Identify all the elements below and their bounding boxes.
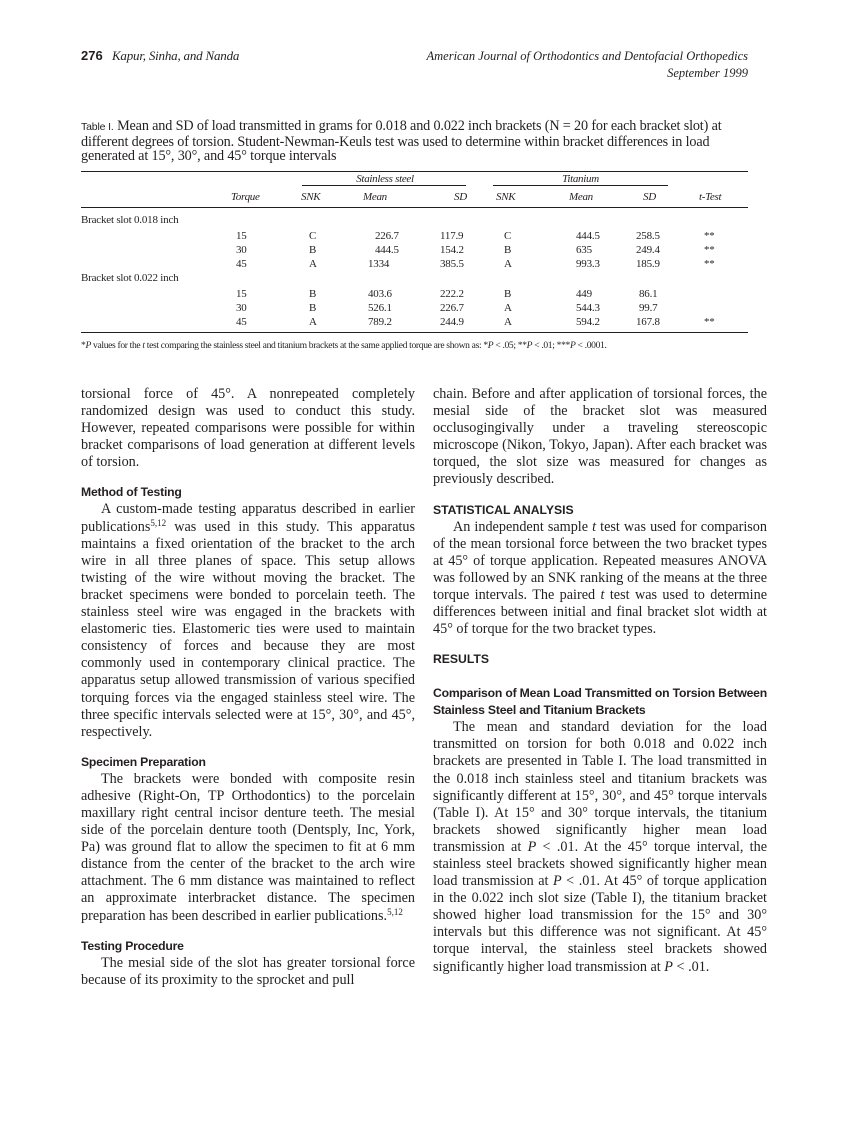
text: < .01. At the 45° torque interval, the stainless steel brackets showed significantly higher mean load transmission at (433, 838, 767, 890)
text: < .01. At 45° of torque application in the 0.022 inch slot size (Table I), the titanium bracket showed higher load transmission for the 15° and 30° intervals but this difference was not significant. At 45° torque interval, the stainless steel brackets showed significantly higher load transmission at (433, 873, 767, 975)
spanner-titanium: Titanium (562, 173, 599, 185)
text: A custom-made testing apparatus described in earlier publications (81, 501, 415, 535)
cell-ti-snk: A (504, 316, 512, 328)
cell-ti-mean: 449 (576, 288, 592, 300)
italic: P (527, 838, 537, 855)
text: The brackets were bonded with composite resin adhesive (Right-On, TP Orthodontics) to the porcelain maxillary right central incisor denture teeth. The mesial side of the porcelain denture tooth (Dentsply, Inc, York, Pa) was ground flat to allow the specimen to fit at 6 mm distance from the center of the bracket to the arch wire attachment. The 6 mm distance was maintained to reflect an approximate interbracket distance. The specimen preparation has been described in earlier publications. (81, 770, 415, 924)
table-caption (81, 119, 748, 164)
paragraph: The mesial side of the slot has greater torsional force because of its proximity to the sprocket and pull (81, 954, 415, 988)
page-number: 276 (81, 48, 103, 63)
cell-ss-sd: 154.2 (440, 244, 464, 256)
table-bottom-rule (81, 332, 748, 333)
fn-text: test comparing the stainless steel and titanium brackets at the same applied torque are shown as: * (144, 340, 488, 351)
cell-ti-snk: A (504, 302, 512, 314)
text: < .01. (672, 958, 710, 975)
cell-ss-snk: A (309, 316, 317, 328)
cell-ss-mean: 1334 (368, 258, 390, 270)
cell-t-test: ** (704, 316, 715, 328)
fn-text: * (81, 340, 86, 351)
cell-ss-sd: 244.9 (440, 316, 464, 328)
cell-ti-sd: 185.9 (636, 258, 660, 270)
author-names: Kapur, Sinha, and Nanda (111, 48, 240, 63)
cell-torque: 45 (236, 316, 247, 328)
cell-ss-snk: C (309, 230, 317, 242)
table-header-rule (81, 207, 748, 208)
cell-ti-sd: 99.7 (639, 302, 658, 314)
header-ss-sd: SD (454, 191, 467, 203)
header-ti-sd: SD (643, 191, 656, 203)
heading-comparison: Comparison of Mean Load Transmitted on Torsion Between Stainless Steel and Titanium Brackets (433, 686, 767, 718)
fn-text: < .01; *** (532, 340, 570, 351)
header-ti-mean: Mean (569, 191, 593, 203)
heading-specimen-preparation: Specimen Preparation (81, 754, 206, 769)
spanner-stainless-steel: Stainless steel (356, 173, 414, 185)
fn-text: < .0001. (575, 340, 607, 351)
paragraph (81, 771, 415, 925)
cell-ti-mean: 635 (576, 244, 592, 256)
cell-ti-sd: 167.8 (636, 316, 660, 328)
right-column (433, 386, 767, 976)
header-t-test: t-Test (699, 191, 722, 203)
cell-ss-sd: 117.9 (440, 230, 464, 242)
cell-ti-snk: A (504, 258, 512, 270)
heading-method-of-testing: Method of Testing (81, 485, 182, 500)
cell-ss-sd: 385.5 (440, 258, 464, 270)
header-ss-snk: SNK (301, 191, 321, 203)
paragraph (81, 501, 415, 740)
cell-t-test: ** (704, 230, 715, 242)
group-label-0018: Bracket slot 0.018 inch (81, 214, 179, 226)
cell-ss-snk: B (309, 288, 317, 300)
journal-name: American Journal of Orthodontics and Dentofacial Orthopedics (426, 49, 748, 63)
cell-ti-sd: 258.5 (636, 230, 660, 242)
fn-text: < .05; ** (493, 340, 527, 351)
table-footnote (81, 340, 607, 351)
italic: P (664, 958, 673, 975)
cell-t-test: ** (704, 258, 715, 270)
cell-ss-mean: 789.2 (368, 316, 392, 328)
italic: P (552, 873, 562, 890)
text: was used in this study. This apparatus maintains a fixed orientation of the bracket to the arch wire in all three planes of space. This setup allows twisting of the wire without moving the bracket. The bracket specimens were bonded to porcelain teeth. The stainless steel wire was engaged in the brackets with elastomeric ties. Elastomeric ties were used to maintain consistency of forces and because they are most commonly used in contemporary clinical practice. The apparatus setup allowed transmission of various specified torquing forces via the engaged stainless steel wire. The three specific intervals selected were at 15°, 30°, and 45°, respectively. (81, 518, 415, 740)
cell-ss-snk: B (309, 302, 317, 314)
cell-ti-mean: 993.3 (576, 258, 600, 270)
header-ss-mean: Mean (363, 191, 387, 203)
cell-ss-sd: 226.7 (440, 302, 464, 314)
fn-text: values for the (90, 340, 143, 351)
fn-italic: P (569, 340, 576, 351)
cell-ss-mean: 526.1 (368, 302, 392, 314)
table-label: Table I. (81, 121, 114, 133)
table-caption-text: Mean and SD of load transmitted in grams for 0.018 and 0.022 inch brackets (N = 20 for each bracket slot) at different degrees of torsion. Student-Newman-Keuls test was used to determine within bracket differences in load generated at 15°, 30°, and 45° torque intervals (81, 118, 722, 164)
cell-ss-mean: 444.5 (375, 244, 399, 256)
table-top-rule (81, 171, 748, 172)
cell-torque: 15 (236, 288, 247, 300)
header-ti-snk: SNK (496, 191, 516, 203)
paragraph: chain. Before and after application of torsional forces, the mesial side of the bracket slot was measured occlusogingivally under a traveling stereoscopic microscope (Nikon, Tokyo, Japan). After each bracket was torqued, the slot size was measured for changes as previously described. (433, 386, 767, 488)
cell-torque: 45 (236, 258, 247, 270)
cell-torque: 30 (236, 302, 247, 314)
cell-ss-mean: 226.7 (375, 230, 399, 242)
heading-results: RESULTS (433, 652, 489, 667)
cell-t-test: ** (704, 244, 715, 256)
cell-ti-snk: C (504, 230, 512, 242)
text: test was used for comparison of the mean torsional force between the two bracket types at 45° of torque application. Repeated measures ANOVA was followed by an SNK ranking of the means at the three torque intervals. The paired (433, 518, 767, 603)
text: The mean and standard deviation for the load transmitted on torsion for both 0.018 and 0.022 inch brackets are presented in Table I. The load transmitted in the 0.018 inch stainless steel and titanium brackets was significantly different at 15°, 30°, and 45° torque intervals (Table I). At 15° and 30° torque intervals, the titanium brackets showed significantly higher mean load transmission at (433, 719, 767, 855)
heading-testing-procedure: Testing Procedure (81, 938, 184, 953)
header-torque: Torque (231, 191, 260, 203)
fn-italic: P (85, 340, 91, 351)
cell-ti-sd: 249.4 (636, 244, 660, 256)
cell-ti-snk: B (504, 288, 512, 300)
cell-ss-snk: A (309, 258, 317, 270)
cell-ti-mean: 544.3 (576, 302, 600, 314)
left-column (81, 386, 415, 989)
cell-ti-mean: 594.2 (576, 316, 600, 328)
cell-ss-sd: 222.2 (440, 288, 464, 300)
running-head-right (427, 48, 749, 82)
cell-ss-snk: B (309, 244, 317, 256)
table-1 (81, 118, 748, 351)
cell-torque: 30 (236, 244, 247, 256)
text: An independent sample (453, 518, 593, 535)
italic: t (592, 518, 597, 535)
fn-italic: P (487, 340, 494, 351)
group-label-0022: Bracket slot 0.022 inch (81, 272, 179, 284)
fn-italic: P (526, 340, 533, 351)
paragraph: torsional force of 45°. A nonrepeated completely randomized design was used to conduct this study. However, repeated comparisons were possible for within bracket comparisons of load generation at different levels of torsion. (81, 386, 415, 471)
running-head-left (81, 48, 239, 64)
fn-italic: t (142, 340, 145, 351)
citation: 5,12 (150, 517, 167, 528)
issue-date: September 1999 (667, 66, 748, 80)
citation: 5,12 (387, 906, 403, 917)
heading-statistical-analysis: STATISTICAL ANALYSIS (433, 502, 574, 517)
cell-torque: 15 (236, 230, 247, 242)
spanner-rule-titanium (493, 185, 668, 186)
cell-ti-sd: 86.1 (639, 288, 658, 300)
spanner-rule-stainless-steel (302, 185, 466, 186)
cell-ti-mean: 444.5 (576, 230, 600, 242)
cell-ss-mean: 403.6 (368, 288, 392, 300)
italic: t (600, 586, 605, 603)
paragraph (433, 519, 767, 639)
cell-ti-snk: B (504, 244, 512, 256)
text: test was used to determine differences between initial and final bracket slot width at 45° of torque for the two bracket types. (433, 586, 767, 638)
paragraph (433, 719, 767, 975)
